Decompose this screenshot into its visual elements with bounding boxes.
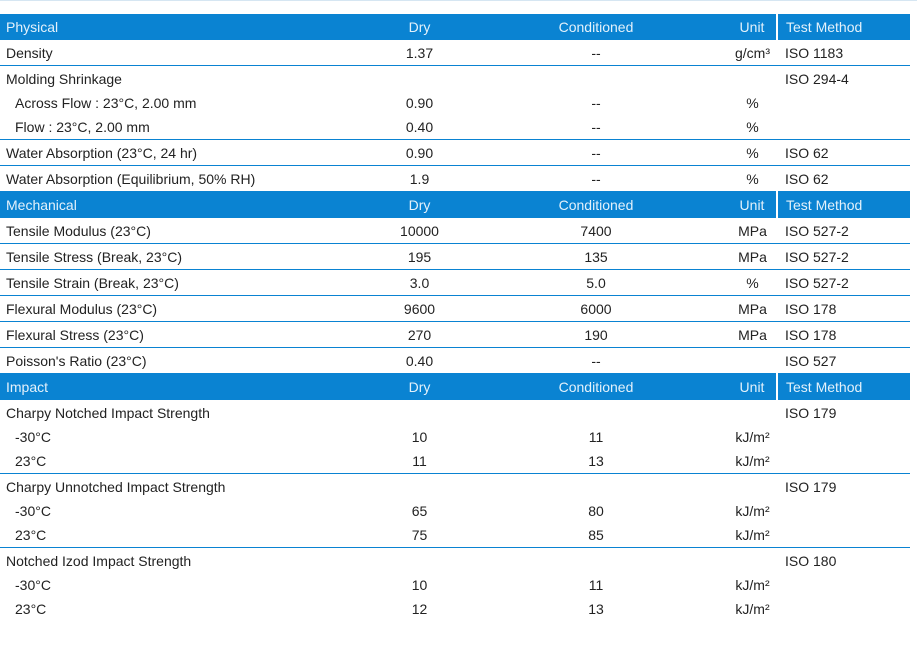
test-method-value: ISO 527-2 — [777, 244, 910, 270]
property-row — [0, 140, 910, 166]
property-name: Water Absorption (Equilibrium, 50% RH) — [0, 166, 375, 192]
conditioned-value — [464, 499, 728, 523]
column-header-test-method: Test Method — [777, 192, 910, 219]
conditioned-value — [464, 218, 728, 244]
dry-value — [375, 218, 464, 244]
unit-value-text: kJ/m² — [735, 527, 770, 543]
dry-value — [375, 400, 464, 425]
test-method-value: ISO 179 — [785, 478, 837, 495]
test-method-value: ISO 62 — [777, 140, 910, 166]
conditioned-value-text: 135 — [584, 248, 608, 265]
unit-value — [728, 348, 777, 374]
section-header-physical — [0, 14, 910, 40]
conditioned-value — [464, 523, 728, 548]
unit-value — [728, 66, 777, 92]
unit-value — [728, 548, 777, 574]
property-row — [0, 597, 910, 621]
property-row — [0, 218, 910, 244]
dry-value-text: 10 — [411, 577, 428, 593]
test-method-value — [777, 115, 910, 140]
conditioned-value — [464, 573, 728, 597]
property-row — [0, 91, 910, 115]
conditioned-value — [464, 474, 728, 500]
property-row — [0, 573, 910, 597]
column-header-unit-text: Unit — [739, 197, 765, 213]
conditioned-value — [464, 597, 728, 621]
dry-value-text: 11 — [412, 453, 427, 469]
unit-value — [728, 296, 777, 322]
test-method-value — [777, 499, 910, 523]
conditioned-value — [464, 400, 728, 425]
unit-value-text: % — [746, 274, 759, 291]
unit-value — [728, 322, 777, 348]
dry-value-text: 12 — [411, 601, 428, 617]
unit-value-text: kJ/m² — [735, 503, 770, 519]
property-row — [0, 115, 910, 140]
test-method-value: ISO 178 — [777, 296, 910, 322]
conditioned-value-text: 11 — [588, 577, 604, 593]
unit-value — [728, 400, 777, 425]
column-header-conditioned-text: Conditioned — [558, 379, 634, 395]
dry-value-text: 0.90 — [405, 95, 434, 111]
column-header-test-method: Test Method — [777, 14, 910, 40]
dry-value-text: 65 — [411, 503, 428, 519]
section-header-impact — [0, 374, 910, 401]
column-header-unit — [728, 374, 777, 401]
test-method-value: ISO 527-2 — [777, 218, 910, 244]
property-name: Poisson's Ratio (23°C) — [0, 348, 375, 374]
property-name: Density — [0, 40, 375, 66]
test-method-value — [777, 573, 910, 597]
dry-value — [375, 499, 464, 523]
dry-value — [375, 296, 464, 322]
dry-value-text: 10000 — [400, 222, 439, 239]
conditioned-value-text: -- — [591, 144, 601, 161]
dry-value-text: 1.37 — [405, 44, 434, 61]
property-row — [0, 270, 910, 296]
dry-value — [375, 548, 464, 574]
test-method-value: ISO 180 — [785, 552, 837, 569]
column-header-conditioned — [464, 14, 728, 40]
column-header-conditioned — [464, 192, 728, 219]
property-row — [0, 166, 910, 192]
conditioned-value — [464, 449, 728, 474]
dry-value-text: 270 — [407, 326, 432, 343]
dry-value — [375, 140, 464, 166]
dry-value-text: 0.40 — [405, 352, 434, 369]
conditioned-value-text: 5.0 — [586, 274, 606, 291]
top-divider — [0, 0, 917, 1]
property-row — [0, 400, 910, 425]
property-name: 23°C — [0, 449, 375, 474]
properties-table-body — [0, 14, 910, 621]
conditioned-value — [464, 425, 728, 449]
conditioned-value-text: -- — [591, 95, 601, 111]
conditioned-value-text: -- — [591, 170, 601, 187]
dry-value-text: 9600 — [403, 300, 436, 317]
test-method-value: ISO 294-4 — [785, 70, 849, 87]
dry-value — [375, 523, 464, 548]
conditioned-value-text: 85 — [588, 527, 604, 543]
dry-value — [375, 573, 464, 597]
conditioned-value-text: 13 — [588, 453, 604, 469]
unit-value-text: MPa — [738, 248, 767, 265]
property-name: Flexural Stress (23°C) — [0, 322, 375, 348]
conditioned-value-text: 13 — [588, 601, 604, 617]
test-method-value: ISO 179 — [785, 404, 837, 421]
property-row — [0, 548, 910, 574]
unit-value — [728, 425, 777, 449]
unit-value-text: g/cm³ — [735, 44, 770, 61]
property-name: Flexural Modulus (23°C) — [0, 296, 375, 322]
unit-value — [728, 244, 777, 270]
unit-value-text: kJ/m² — [735, 453, 770, 469]
property-row — [0, 523, 910, 548]
unit-value-text: MPa — [738, 222, 767, 239]
property-name: -30°C — [15, 429, 51, 445]
conditioned-value-text: 190 — [584, 326, 608, 343]
section-title: Impact — [0, 374, 375, 401]
unit-value-text: % — [746, 95, 759, 111]
dry-value — [375, 270, 464, 296]
conditioned-value — [464, 140, 728, 166]
conditioned-value — [464, 115, 728, 140]
test-method-value — [777, 91, 910, 115]
section-title: Physical — [0, 14, 375, 40]
column-header-dry — [375, 192, 464, 219]
column-header-dry-text: Dry — [408, 19, 431, 35]
dry-value-text: 0.40 — [405, 119, 434, 135]
unit-value-text: MPa — [738, 326, 767, 343]
property-name: Notched Izod Impact Strength — [6, 552, 192, 569]
unit-value — [728, 270, 777, 296]
unit-value-text: % — [746, 170, 759, 187]
property-name: Molding Shrinkage — [6, 70, 122, 87]
test-method-value: ISO 1183 — [777, 40, 910, 66]
property-name: -30°C — [15, 577, 51, 593]
conditioned-value-text: 7400 — [580, 222, 612, 239]
dry-value — [375, 348, 464, 374]
column-header-unit — [728, 14, 777, 40]
dry-value-text: 10 — [411, 429, 428, 445]
property-row — [0, 425, 910, 449]
conditioned-value — [464, 548, 728, 574]
conditioned-value — [464, 166, 728, 192]
test-method-value: ISO 178 — [777, 322, 910, 348]
property-name: 23°C — [15, 601, 47, 617]
unit-value-text: MPa — [738, 300, 767, 317]
dry-value-text: 3.0 — [409, 274, 430, 291]
test-method-value — [777, 523, 910, 548]
property-row — [0, 322, 910, 348]
column-header-unit — [728, 192, 777, 219]
dry-value — [375, 597, 464, 621]
conditioned-value-text: 11 — [588, 429, 604, 445]
column-header-conditioned-text: Conditioned — [558, 197, 634, 213]
conditioned-value — [464, 270, 728, 296]
conditioned-value-text: 6000 — [580, 300, 612, 317]
conditioned-value — [464, 66, 728, 92]
column-header-conditioned — [464, 374, 728, 401]
dry-value-text: 0.90 — [405, 144, 434, 161]
property-name: Tensile Modulus (23°C) — [0, 218, 375, 244]
unit-value-text: kJ/m² — [735, 577, 770, 593]
property-name: Tensile Strain (Break, 23°C) — [0, 270, 375, 296]
property-row — [0, 499, 910, 523]
unit-value — [728, 573, 777, 597]
unit-value — [728, 218, 777, 244]
conditioned-value — [464, 296, 728, 322]
unit-value-text: % — [746, 119, 759, 135]
property-name: Water Absorption (23°C, 24 hr) — [0, 140, 375, 166]
dry-value — [375, 244, 464, 270]
property-name: Charpy Notched Impact Strength — [6, 404, 210, 421]
unit-value — [728, 597, 777, 621]
column-header-dry — [375, 14, 464, 40]
property-row — [0, 474, 910, 500]
property-name: Across Flow : 23°C, 2.00 mm — [15, 95, 197, 111]
test-method-value — [777, 597, 910, 621]
dry-value — [375, 66, 464, 92]
conditioned-value — [464, 244, 728, 270]
properties-table — [0, 14, 910, 621]
test-method-value: ISO 527 — [777, 348, 910, 374]
property-row — [0, 40, 910, 66]
dry-value-text: 1.9 — [409, 170, 430, 187]
property-name: Flow : 23°C, 2.00 mm — [0, 115, 375, 140]
dry-value-text: 75 — [411, 527, 428, 543]
unit-value — [728, 474, 777, 500]
column-header-dry-text: Dry — [408, 379, 431, 395]
property-name: Charpy Unnotched Impact Strength — [6, 478, 226, 495]
column-header-test-method: Test Method — [777, 374, 910, 401]
property-name: 23°C — [0, 523, 375, 548]
test-method-value: ISO 62 — [777, 166, 910, 192]
conditioned-value-text: -- — [591, 352, 601, 369]
dry-value — [375, 474, 464, 500]
property-row — [0, 348, 910, 374]
test-method-value: ISO 527-2 — [777, 270, 910, 296]
unit-value-text: kJ/m² — [735, 601, 770, 617]
unit-value — [728, 449, 777, 474]
unit-value-text: % — [746, 144, 759, 161]
column-header-conditioned-text: Conditioned — [558, 19, 634, 35]
column-header-unit-text: Unit — [739, 19, 765, 35]
property-row — [0, 244, 910, 270]
unit-value — [728, 40, 777, 66]
property-row — [0, 449, 910, 474]
unit-value-text: kJ/m² — [735, 429, 770, 445]
conditioned-value — [464, 40, 728, 66]
dry-value-text: 195 — [407, 248, 432, 265]
conditioned-value — [464, 322, 728, 348]
property-name: -30°C — [15, 503, 51, 519]
conditioned-value-text: -- — [591, 44, 601, 61]
section-title: Mechanical — [0, 192, 375, 219]
unit-value — [728, 166, 777, 192]
dry-value — [375, 425, 464, 449]
dry-value — [375, 91, 464, 115]
dry-value — [375, 449, 464, 474]
column-header-unit-text: Unit — [739, 379, 765, 395]
conditioned-value — [464, 91, 728, 115]
property-row — [0, 66, 910, 92]
column-header-dry-text: Dry — [408, 197, 431, 213]
dry-value — [375, 166, 464, 192]
unit-value — [728, 91, 777, 115]
property-row — [0, 296, 910, 322]
conditioned-value — [464, 348, 728, 374]
dry-value — [375, 40, 464, 66]
unit-value — [728, 140, 777, 166]
dry-value — [375, 322, 464, 348]
test-method-value — [777, 425, 910, 449]
unit-value — [728, 499, 777, 523]
conditioned-value-text: 80 — [588, 503, 604, 519]
column-header-dry — [375, 374, 464, 401]
section-header-mechanical — [0, 192, 910, 219]
test-method-value — [777, 449, 910, 474]
unit-value — [728, 523, 777, 548]
conditioned-value-text: -- — [591, 119, 601, 135]
property-name: Tensile Stress (Break, 23°C) — [0, 244, 375, 270]
dry-value — [375, 115, 464, 140]
unit-value — [728, 115, 777, 140]
